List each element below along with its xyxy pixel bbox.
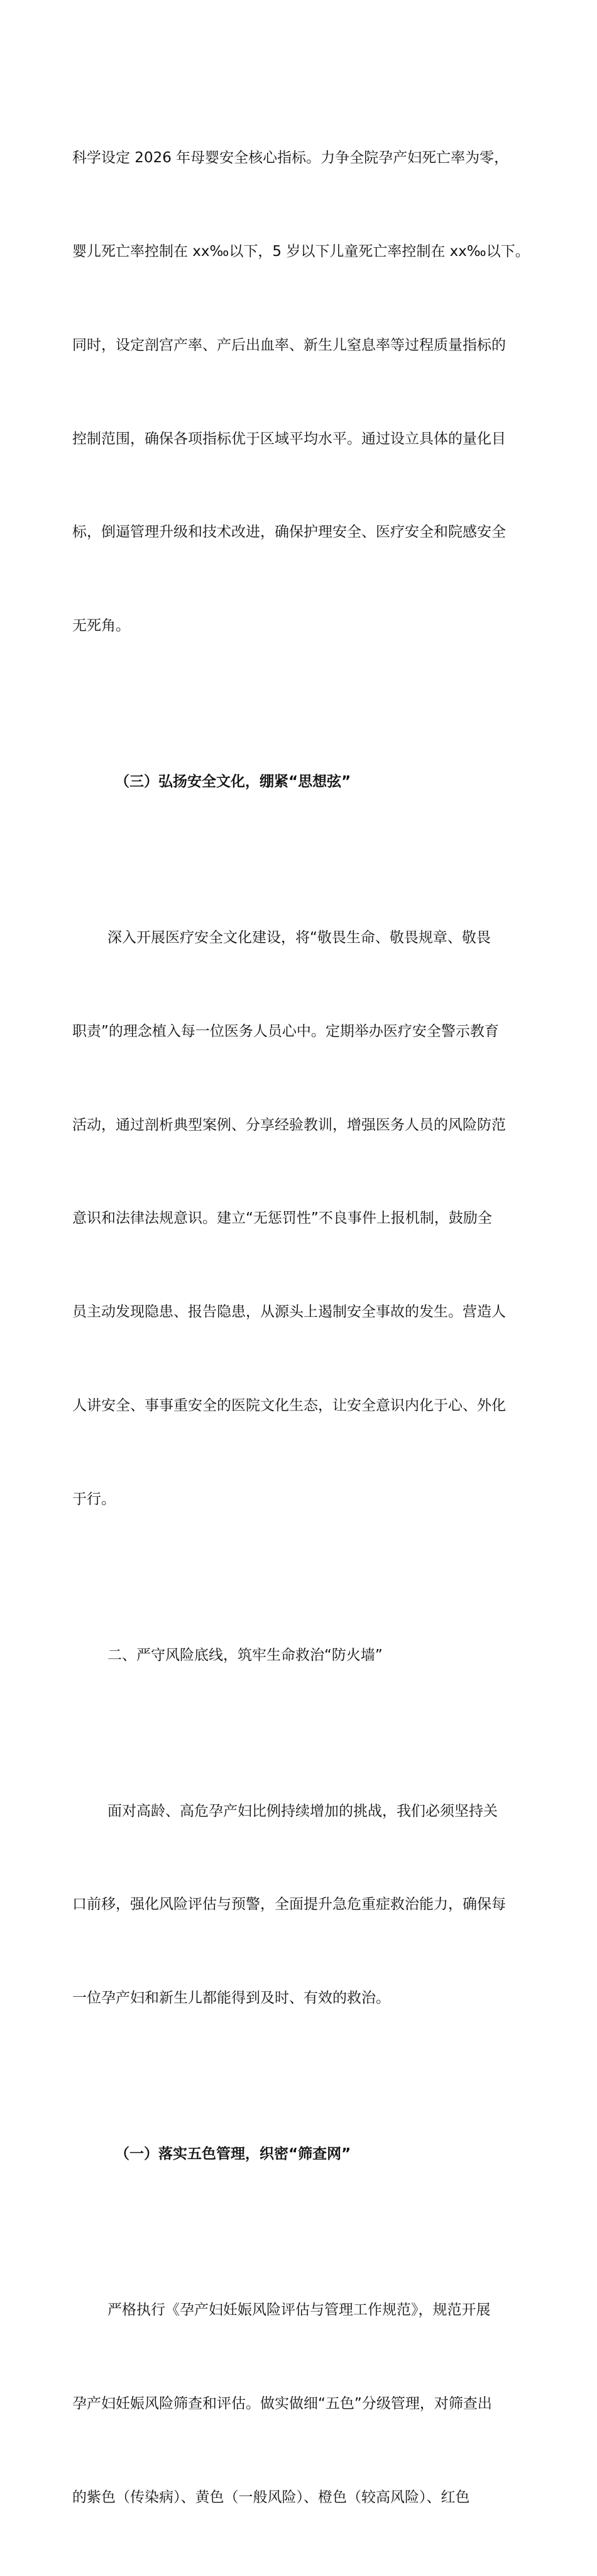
text-line: 二、严守风险底线，筑牢生命救治“防火墙” xyxy=(107,1646,383,1663)
text-line: 标，倒逼管理升级和技术改进，确保护理安全、医疗安全和院感安全 xyxy=(72,524,506,541)
text-line: 科学设定 2026 年母婴安全核心指标。力争全院孕产妇死亡率为零， xyxy=(72,150,509,167)
text-line: 无死角。 xyxy=(72,618,130,635)
paragraph-safety-culture xyxy=(72,860,526,1578)
text-line: 的紫色（传染病）、黄色（一般风险）、橙色（较高风险）、红色 xyxy=(72,2489,470,2506)
text-line: 面对高龄、高危孕产妇比例持续增加的挑战，我们必须坚持关 xyxy=(107,1802,498,1819)
paragraph-five-color xyxy=(72,2233,526,2576)
text-line: 员主动发现隐患、报告隐患，从源头上遏制安全事故的发生。营造人 xyxy=(72,1304,506,1321)
text-line: 控制范围，确保各项指标优于区域平均水平。通过设立具体的量化目 xyxy=(72,430,506,447)
text-line: 人讲安全、事事重安全的医院文化生态，让安全意识内化于心、外化 xyxy=(72,1397,506,1414)
paragraph-risk-intro xyxy=(72,1733,526,2077)
text-line: 于行。 xyxy=(72,1491,116,1507)
text-line: 意识和法律法规意识。建立“无惩罚性”不良事件上报机制，鼓励全 xyxy=(72,1210,492,1227)
heading-line: （三）弘扬安全文化，绷紧“思想弦” xyxy=(115,774,351,791)
heading-line: （一）落实五色管理，织密“筛查网” xyxy=(115,2146,351,2163)
text-line: 活动，通过剖析典型案例、分享经验教训，增强医务人员的风险防范 xyxy=(72,1116,506,1133)
text-line: 职责”的理念植入每一位医务人员心中。定期举办医疗安全警示教育 xyxy=(72,1023,499,1040)
section-title-risk-bottom-line xyxy=(72,1578,526,1734)
paragraph-targets xyxy=(72,80,530,704)
text-line: 同时，设定剖宫产率、产后出血率、新生儿窒息率等过程质量指标的 xyxy=(72,336,506,353)
section-heading-safety-culture xyxy=(72,704,526,860)
text-line: 一位孕产妇和新生儿都能得到及时、有效的救治。 xyxy=(72,1990,390,2007)
text-line: 口前移，强化风险评估与预警，全面提升急危重症救治能力，确保每 xyxy=(72,1896,506,1913)
section-heading-five-color xyxy=(72,2077,526,2233)
text-line: 孕产妇妊娠风险筛查和评估。做实做细“五色”分级管理，对筛查出 xyxy=(72,2395,492,2412)
document-body xyxy=(72,80,530,2576)
text-line: 严格执行《孕产妇妊娠风险评估与管理工作规范》，规范开展 xyxy=(107,2302,491,2319)
text-line: 婴儿死亡率控制在 xx‰以下，5 岁以下儿童死亡率控制在 xx‰以下。 xyxy=(72,243,530,260)
text-line: 深入开展医疗安全文化建设，将“敬畏生命、敬畏规章、敬畏 xyxy=(107,930,491,947)
